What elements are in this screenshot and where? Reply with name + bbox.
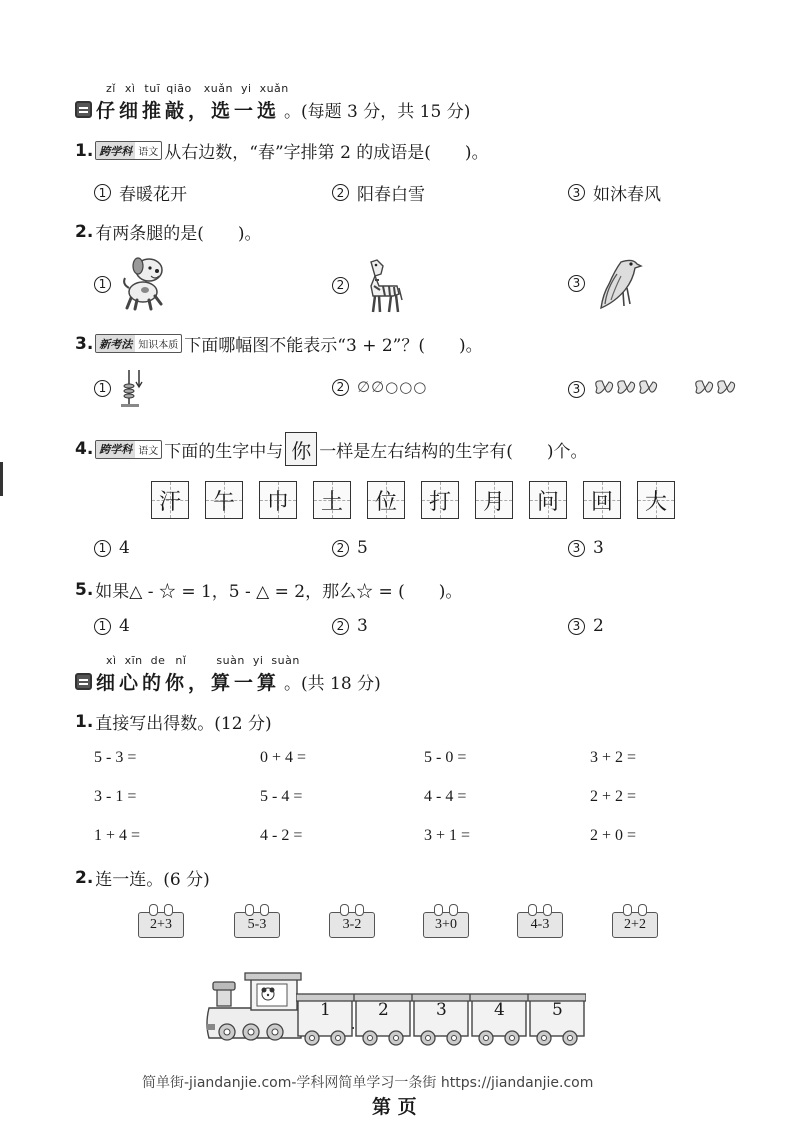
option-text: 2 bbox=[593, 616, 604, 636]
abacus-icon bbox=[119, 366, 149, 410]
question-2 bbox=[75, 219, 262, 244]
option-number-icon: 1 bbox=[94, 184, 111, 201]
expression-card[interactable]: 5-3 bbox=[234, 912, 280, 938]
character-cell: 大 bbox=[637, 481, 675, 519]
option-text: 春暖花开 bbox=[119, 185, 187, 205]
bird-icon bbox=[593, 254, 643, 312]
q4-option-2[interactable] bbox=[332, 538, 368, 558]
character-cell: 午 bbox=[205, 481, 243, 519]
cross-subject-tag: 跨学科 语文 bbox=[95, 141, 162, 160]
calc-item[interactable]: 4 - 2 = bbox=[260, 827, 303, 844]
question-text: 直接写出得数。(12 分) bbox=[95, 714, 272, 734]
character-cell: 巾 bbox=[259, 481, 297, 519]
character-cell: 回 bbox=[583, 481, 621, 519]
character-grid bbox=[151, 481, 675, 519]
question-number: 3. bbox=[75, 333, 94, 354]
option-number-icon: 1 bbox=[94, 276, 111, 293]
question-number: 2. bbox=[75, 867, 94, 888]
option-text: 4 bbox=[119, 538, 130, 558]
character-cell: 问 bbox=[529, 481, 567, 519]
question-text: 下面哪幅图不能表示“3 + 2”？( )。 bbox=[184, 336, 483, 356]
section1-title-text: 仔细推敲，选一选 bbox=[96, 100, 281, 122]
calc-item[interactable]: 1 + 4 = bbox=[94, 827, 141, 844]
question-1 bbox=[75, 138, 489, 163]
question-5 bbox=[75, 577, 462, 602]
question-text-after: 一样是左右结构的生字有( )个。 bbox=[319, 441, 588, 462]
q5-option-2[interactable] bbox=[332, 616, 368, 636]
calc-item[interactable]: 5 - 3 = bbox=[94, 749, 137, 766]
question-number: 1. bbox=[75, 711, 94, 732]
option-number-icon: 3 bbox=[568, 275, 585, 292]
option-number-icon: 3 bbox=[568, 540, 585, 557]
butterflies-icon bbox=[593, 378, 743, 400]
q2-option-3[interactable] bbox=[568, 254, 643, 312]
option-text: 阳春白雪 bbox=[357, 185, 425, 205]
zebra-icon bbox=[357, 256, 403, 314]
character-cell: 汗 bbox=[151, 481, 189, 519]
dog-icon bbox=[119, 256, 171, 312]
calc-item[interactable]: 3 + 2 = bbox=[590, 749, 637, 766]
option-number-icon: 2 bbox=[332, 277, 349, 294]
section-two-icon bbox=[75, 673, 92, 690]
question-text: 从右边数，“春”字排第 2 的成语是( )。 bbox=[164, 143, 489, 163]
section2-pinyin: xì xīn de nǐ suàn yi suàn bbox=[106, 654, 300, 667]
expression-card[interactable]: 3-2 bbox=[329, 912, 375, 938]
car-number: 2 bbox=[378, 1000, 389, 1020]
section2-note: 。(共 18 分) bbox=[284, 674, 381, 694]
section-one-icon bbox=[75, 101, 92, 118]
cross-subject-tag: 跨学科 语文 bbox=[95, 440, 162, 459]
option-text: 3 bbox=[593, 538, 604, 558]
section2-title bbox=[75, 668, 381, 695]
calc-item[interactable]: 2 + 2 = bbox=[590, 788, 637, 805]
watermark-text: 简单街-jiandanjie.com-学科网简单学习一条街 https://jiandanjie.com bbox=[142, 1075, 594, 1091]
s2-question-2 bbox=[75, 865, 210, 890]
question-text-before: 下面的生字中与 bbox=[164, 441, 284, 462]
option-number-icon: 2 bbox=[332, 618, 349, 635]
q3-option-3[interactable] bbox=[568, 378, 743, 400]
q2-option-1[interactable] bbox=[94, 256, 171, 312]
option-number-icon: 2 bbox=[332, 379, 349, 396]
option-number-icon: 1 bbox=[94, 540, 111, 557]
option-text: 4 bbox=[119, 616, 130, 636]
q4-option-1[interactable] bbox=[94, 538, 130, 558]
character-cell: 打 bbox=[421, 481, 459, 519]
calc-item[interactable]: 0 + 4 = bbox=[260, 749, 307, 766]
option-number-icon: 3 bbox=[568, 381, 585, 398]
q3-option-2[interactable] bbox=[332, 378, 427, 396]
car-number: 3 bbox=[436, 1000, 447, 1020]
new-method-tag: 新考法 知识本质 bbox=[95, 334, 182, 353]
question-4 bbox=[75, 432, 588, 466]
calc-item[interactable]: 5 - 0 = bbox=[424, 749, 467, 766]
question-number: 2. bbox=[75, 221, 94, 242]
calc-item[interactable]: 4 - 4 = bbox=[424, 788, 467, 805]
option-number-icon: 3 bbox=[568, 618, 585, 635]
question-text: 连一连。(6 分) bbox=[95, 870, 210, 890]
q4-option-3[interactable] bbox=[568, 538, 604, 558]
car-number: 4 bbox=[494, 1000, 505, 1020]
section2-title-text: 细心的你，算一算 bbox=[96, 672, 281, 694]
q5-option-3[interactable] bbox=[568, 616, 604, 636]
character-cell: 月 bbox=[475, 481, 513, 519]
question-number: 5. bbox=[75, 579, 94, 600]
q1-option-3[interactable] bbox=[568, 180, 661, 205]
option-number-icon: 1 bbox=[94, 380, 111, 397]
calc-item[interactable]: 3 + 1 = bbox=[424, 827, 471, 844]
option-number-icon: 1 bbox=[94, 618, 111, 635]
section1-note: 。(每题 3 分，共 15 分) bbox=[284, 102, 471, 122]
q2-option-2[interactable] bbox=[332, 256, 403, 314]
expression-card[interactable]: 2+3 bbox=[138, 912, 184, 938]
character-cell: 土 bbox=[313, 481, 351, 519]
s2-question-1 bbox=[75, 709, 272, 734]
expression-card[interactable]: 3+0 bbox=[423, 912, 469, 938]
calc-item[interactable]: 2 + 0 = bbox=[590, 827, 637, 844]
option-number-icon: 2 bbox=[332, 184, 349, 201]
question-text: 如果△ - ☆ = 1，5 - △ = 2，那么☆ = ( )。 bbox=[95, 582, 463, 602]
car-number: 1 bbox=[320, 1000, 331, 1020]
option-text: 5 bbox=[357, 538, 368, 558]
question-number: 4. bbox=[75, 439, 94, 459]
option-text: 3 bbox=[357, 616, 368, 636]
question-text: 有两条腿的是( )。 bbox=[95, 224, 262, 244]
calc-item[interactable]: 3 - 1 = bbox=[94, 788, 137, 805]
option-text: 如沐春风 bbox=[593, 185, 661, 205]
calc-item[interactable]: 5 - 4 = bbox=[260, 788, 303, 805]
q1-option-1[interactable] bbox=[94, 180, 187, 205]
q1-option-2[interactable] bbox=[332, 180, 425, 205]
boxed-character: 你 bbox=[285, 432, 317, 466]
section1-pinyin: zǐ xì tuī qiāo xuǎn yi xuǎn bbox=[106, 82, 289, 95]
expression-card[interactable]: 4-3 bbox=[517, 912, 563, 938]
car-number: 5 bbox=[552, 1000, 563, 1020]
question-3 bbox=[75, 331, 483, 356]
section1-title bbox=[75, 96, 470, 123]
expression-card[interactable]: 2+2 bbox=[612, 912, 658, 938]
q5-option-1[interactable] bbox=[94, 616, 130, 636]
character-cell: 位 bbox=[367, 481, 405, 519]
option-number-icon: 2 bbox=[332, 540, 349, 557]
margin-mark bbox=[0, 462, 3, 496]
question-number: 1. bbox=[75, 140, 94, 161]
q3-option-1[interactable] bbox=[94, 366, 149, 410]
circles-text: ∅∅○○○ bbox=[357, 378, 428, 396]
page-number: 第 页 bbox=[372, 1096, 417, 1118]
option-number-icon: 3 bbox=[568, 184, 585, 201]
